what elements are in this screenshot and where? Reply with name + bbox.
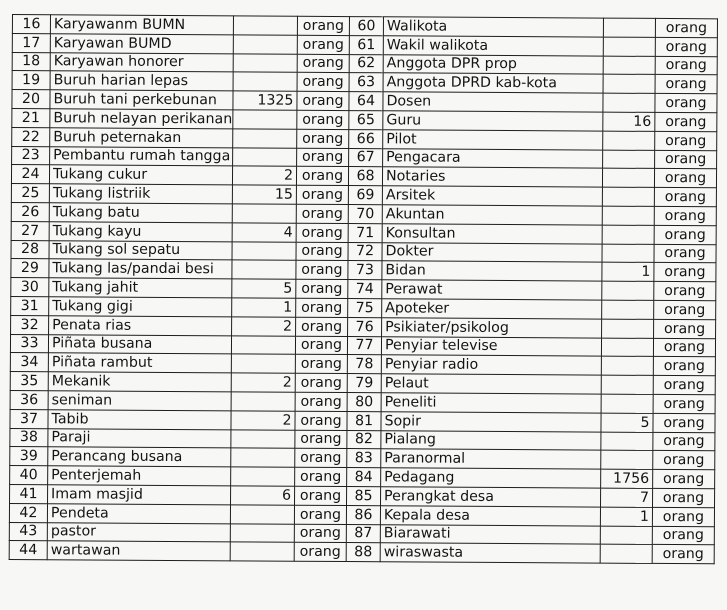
right-occupation-name: Guru [383, 111, 603, 131]
left-unit-label: orang [295, 355, 347, 374]
occupation-table-body [9, 15, 717, 564]
left-unit-label: orang [297, 91, 349, 110]
left-occupation-name: Tukang jahit [49, 278, 232, 298]
right-row-number: 74 [348, 280, 382, 299]
left-row-number: 21 [12, 108, 50, 127]
left-occupation-count [232, 260, 296, 279]
left-occupation-name: Piñata busana [48, 334, 231, 354]
left-occupation-name: Tukang sol sepatu [49, 240, 232, 260]
right-occupation-name: Pilot [383, 130, 603, 150]
right-occupation-name: Psikiater/psikolog [382, 318, 602, 338]
right-occupation-name: Perangkat desa [381, 487, 601, 507]
right-row-number: 62 [349, 54, 383, 73]
right-occupation-count [602, 168, 654, 187]
left-occupation-name: Tukang listriik [49, 184, 232, 204]
right-occupation-name: Konsultan [382, 224, 602, 244]
right-row-number: 63 [349, 73, 383, 92]
right-occupation-name: Apoteker [382, 299, 602, 319]
right-occupation-name: Bidan [382, 261, 602, 281]
left-unit-label: orang [296, 167, 348, 186]
right-occupation-count [601, 450, 653, 469]
right-row-number: 60 [349, 17, 383, 36]
right-unit-label: orang [653, 470, 715, 489]
right-unit-label: orang [653, 376, 715, 395]
left-row-number: 26 [11, 202, 49, 221]
right-row-number: 65 [349, 111, 383, 130]
left-unit-label: orang [295, 449, 347, 468]
left-unit-label: orang [297, 54, 349, 73]
left-unit-label: orang [295, 486, 347, 505]
right-unit-label: orang [654, 319, 716, 338]
right-occupation-name: wiraswasta [380, 543, 600, 563]
left-occupation-count [232, 241, 296, 260]
right-row-number: 86 [346, 505, 380, 524]
right-occupation-count: 16 [603, 112, 655, 131]
left-occupation-name: Karyawanm BUMN [50, 15, 233, 35]
occupation-table [9, 14, 718, 564]
left-unit-label: orang [294, 524, 346, 543]
right-row-number: 72 [348, 242, 382, 261]
left-occupation-name: Buruh peternakan [50, 128, 233, 148]
right-unit-label: orang [653, 432, 715, 451]
left-occupation-count [231, 429, 295, 448]
left-occupation-name: Piñata rambut [48, 353, 231, 373]
right-row-number: 84 [347, 468, 381, 487]
right-occupation-name: Pedagang [381, 468, 601, 488]
right-occupation-count [603, 37, 655, 56]
right-row-number: 88 [346, 543, 380, 562]
right-unit-label: orang [652, 507, 714, 526]
left-occupation-name: Buruh tani perkebunan [50, 90, 233, 110]
left-unit-label: orang [295, 411, 347, 430]
right-row-number: 70 [348, 205, 382, 224]
left-unit-label: orang [297, 110, 349, 129]
left-row-number: 39 [10, 447, 48, 466]
right-unit-label: orang [654, 206, 716, 225]
right-occupation-name: Akuntan [382, 205, 602, 225]
right-row-number: 85 [347, 486, 381, 505]
right-row-number: 87 [346, 524, 380, 543]
right-occupation-name: Dokter [382, 242, 602, 262]
left-row-number: 28 [11, 240, 49, 259]
right-occupation-count [601, 375, 653, 394]
right-occupation-name: Penyiar televise [381, 336, 601, 356]
left-unit-label: orang [297, 35, 349, 54]
left-occupation-count [232, 204, 296, 223]
left-row-number: 24 [11, 165, 49, 184]
left-row-number: 19 [12, 71, 50, 90]
left-occupation-count: 2 [232, 166, 296, 185]
right-unit-label: orang [655, 75, 717, 94]
right-unit-label: orang [654, 169, 716, 188]
left-occupation-count: 15 [232, 185, 296, 204]
left-occupation-name: Pembantu rumah tangga [50, 146, 233, 166]
right-occupation-count [602, 206, 654, 225]
left-row-number: 36 [10, 390, 48, 409]
right-occupation-count [602, 281, 654, 300]
right-occupation-name: Dosen [383, 92, 603, 112]
left-row-number: 30 [11, 278, 49, 297]
left-occupation-name: Karyawan BUMD [50, 34, 233, 54]
left-unit-label: orang [297, 16, 349, 35]
left-row-number: 22 [12, 127, 50, 146]
right-unit-label: orang [654, 300, 716, 319]
right-occupation-count [601, 356, 653, 375]
left-row-number: 32 [11, 315, 49, 334]
left-occupation-count [231, 467, 295, 486]
occupation-table-sheet [9, 14, 717, 564]
right-row-number: 61 [349, 35, 383, 54]
left-occupation-count [233, 147, 297, 166]
right-occupation-count [603, 75, 655, 94]
left-row-number: 25 [11, 184, 49, 203]
left-occupation-count: 1325 [233, 91, 297, 110]
right-occupation-name: Kepala desa [380, 505, 600, 525]
left-occupation-count [233, 110, 297, 129]
left-occupation-count [231, 335, 295, 354]
left-occupation-count: 2 [231, 411, 295, 430]
left-unit-label: orang [295, 467, 347, 486]
left-occupation-name: Tukang cukur [49, 165, 232, 185]
right-row-number: 69 [348, 186, 382, 205]
left-occupation-count [230, 523, 294, 542]
left-unit-label: orang [297, 148, 349, 167]
right-row-number: 66 [349, 129, 383, 148]
right-occupation-count [603, 131, 655, 150]
left-unit-label: orang [295, 373, 347, 392]
right-unit-label: orang [655, 18, 717, 37]
left-occupation-count: 5 [232, 279, 296, 298]
left-occupation-count [230, 505, 294, 524]
right-unit-label: orang [654, 244, 716, 263]
right-row-number: 76 [348, 317, 382, 336]
left-unit-label: orang [296, 185, 348, 204]
right-unit-label: orang [652, 526, 714, 545]
left-row-number: 29 [11, 259, 49, 278]
left-row-number: 27 [11, 221, 49, 240]
right-occupation-count [602, 225, 654, 244]
right-occupation-count: 5 [601, 413, 653, 432]
left-occupation-name: Buruh harian lepas [50, 71, 233, 91]
left-occupation-name: Penterjemah [48, 466, 231, 486]
right-unit-label: orang [655, 131, 717, 150]
right-row-number: 67 [349, 148, 383, 167]
right-row-number: 78 [347, 355, 381, 374]
left-unit-label: orang [294, 543, 346, 562]
left-occupation-name: Tukang kayu [49, 221, 232, 241]
right-unit-label: orang [654, 188, 716, 207]
left-occupation-name: Karyawan honorer [50, 52, 233, 72]
left-row-number: 34 [10, 353, 48, 372]
right-unit-label: orang [653, 357, 715, 376]
left-occupation-count [230, 542, 294, 561]
left-occupation-count: 1 [232, 298, 296, 317]
right-occupation-name: Arsitek [382, 186, 602, 206]
left-row-number: 38 [10, 428, 48, 447]
right-unit-label: orang [652, 545, 714, 564]
left-row-number: 43 [9, 522, 47, 541]
right-unit-label: orang [655, 112, 717, 131]
right-row-number: 68 [348, 167, 382, 186]
right-unit-label: orang [653, 451, 715, 470]
left-occupation-count [231, 448, 295, 467]
right-unit-label: orang [652, 488, 714, 507]
left-occupation-name: Tukang las/pandai besi [49, 259, 232, 279]
left-row-number: 35 [10, 372, 48, 391]
left-occupation-name: Perancang busana [48, 447, 231, 467]
right-occupation-name: Anggota DPRD kab-kota [383, 73, 603, 93]
right-occupation-count [603, 93, 655, 112]
left-row-number: 41 [10, 484, 48, 503]
left-row-number: 18 [12, 52, 50, 71]
left-occupation-count: 2 [232, 317, 296, 336]
left-row-number: 16 [12, 15, 50, 34]
left-occupation-count: 2 [231, 373, 295, 392]
right-occupation-count [601, 394, 653, 413]
right-occupation-count [603, 56, 655, 75]
right-occupation-count [600, 526, 652, 545]
right-occupation-name: Sopir [381, 411, 601, 431]
left-unit-label: orang [296, 223, 348, 242]
left-row-number: 17 [12, 33, 50, 52]
left-unit-label: orang [296, 298, 348, 317]
right-occupation-name: Peneliti [381, 393, 601, 413]
left-row-number: 33 [10, 334, 48, 353]
right-occupation-count [602, 244, 654, 263]
left-row-number: 20 [12, 90, 50, 109]
left-occupation-count [233, 53, 297, 72]
left-occupation-name: Paraji [48, 428, 231, 448]
right-row-number: 71 [348, 223, 382, 242]
right-row-number: 64 [349, 92, 383, 111]
right-occupation-count [603, 150, 655, 169]
right-occupation-count [601, 432, 653, 451]
right-occupation-name: Perawat [382, 280, 602, 300]
left-occupation-name: wartawan [47, 541, 230, 561]
left-occupation-count: 4 [232, 223, 296, 242]
right-unit-label: orang [655, 37, 717, 56]
left-unit-label: orang [295, 430, 347, 449]
right-occupation-count [602, 300, 654, 319]
left-occupation-name: Tukang gigi [49, 297, 232, 317]
left-row-number: 44 [9, 541, 47, 560]
left-unit-label: orang [297, 73, 349, 92]
left-unit-label: orang [297, 129, 349, 148]
right-unit-label: orang [654, 282, 716, 301]
right-row-number: 79 [347, 374, 381, 393]
table-row [9, 541, 714, 564]
left-occupation-name: Tabib [48, 409, 231, 429]
left-occupation-name: Pendeta [47, 503, 230, 523]
left-row-number: 23 [12, 146, 50, 165]
left-row-number: 37 [10, 409, 48, 428]
left-occupation-name: pastor [47, 522, 230, 542]
left-occupation-name: seniman [48, 391, 231, 411]
left-occupation-count [233, 35, 297, 54]
left-occupation-count [231, 392, 295, 411]
right-unit-label: orang [653, 394, 715, 413]
right-occupation-count: 1756 [601, 469, 653, 488]
left-unit-label: orang [295, 336, 347, 355]
left-occupation-count: 6 [231, 486, 295, 505]
left-occupation-count [233, 129, 297, 148]
right-unit-label: orang [654, 225, 716, 244]
left-occupation-name: Buruh nelayan perikanan [50, 109, 233, 129]
left-occupation-count [233, 16, 297, 35]
left-row-number: 31 [11, 296, 49, 315]
right-row-number: 82 [347, 430, 381, 449]
right-row-number: 81 [347, 411, 381, 430]
left-unit-label: orang [296, 204, 348, 223]
left-occupation-name: Penata rias [49, 315, 232, 335]
right-occupation-count [602, 187, 654, 206]
right-row-number: 75 [348, 299, 382, 318]
right-row-number: 73 [348, 261, 382, 280]
right-unit-label: orang [655, 56, 717, 75]
left-occupation-name: Tukang batu [49, 203, 232, 223]
right-occupation-name: Notaries [382, 167, 602, 187]
right-occupation-count [601, 338, 653, 357]
left-occupation-count [233, 72, 297, 91]
right-occupation-name: Paranormal [381, 449, 601, 469]
left-unit-label: orang [296, 279, 348, 298]
right-occupation-name: Pialang [381, 430, 601, 450]
left-occupation-count [231, 354, 295, 373]
left-unit-label: orang [296, 317, 348, 336]
right-unit-label: orang [654, 263, 716, 282]
right-row-number: 77 [347, 336, 381, 355]
right-unit-label: orang [655, 150, 717, 169]
right-occupation-count [602, 319, 654, 338]
right-unit-label: orang [653, 413, 715, 432]
left-row-number: 40 [10, 466, 48, 485]
right-occupation-name: Biarawati [380, 524, 600, 544]
left-occupation-name: Imam masjid [48, 485, 231, 505]
left-row-number: 42 [9, 503, 47, 522]
left-unit-label: orang [296, 242, 348, 261]
right-occupation-count: 7 [601, 488, 653, 507]
right-unit-label: orang [653, 338, 715, 357]
right-occupation-name: Pelaut [381, 374, 601, 394]
right-occupation-name: Wakil walikota [383, 36, 603, 56]
right-row-number: 83 [347, 449, 381, 468]
right-unit-label: orang [655, 94, 717, 113]
left-occupation-name: Mekanik [48, 372, 231, 392]
right-occupation-count: 1 [600, 507, 652, 526]
right-occupation-name: Anggota DPR prop [383, 54, 603, 74]
left-unit-label: orang [294, 505, 346, 524]
left-unit-label: orang [296, 261, 348, 280]
right-occupation-count [603, 18, 655, 37]
right-row-number: 80 [347, 392, 381, 411]
right-occupation-count: 1 [602, 262, 654, 281]
right-occupation-name: Pengacara [383, 148, 603, 168]
right-occupation-count [600, 544, 652, 563]
right-occupation-name: Penyiar radio [381, 355, 601, 375]
left-unit-label: orang [295, 392, 347, 411]
right-occupation-name: Walikota [383, 17, 603, 37]
